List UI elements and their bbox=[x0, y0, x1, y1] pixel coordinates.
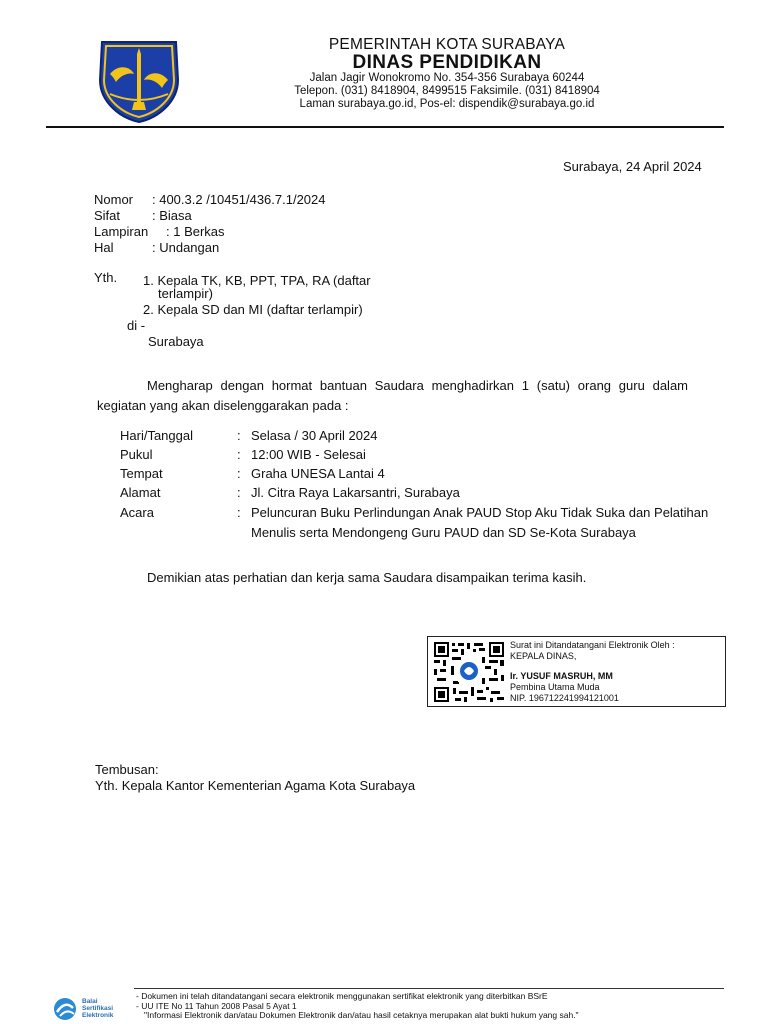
bsre-logo-line3: Elektronik bbox=[82, 1012, 114, 1019]
recipient-city: Surabaya bbox=[148, 334, 204, 349]
recipient-item-1-cont: terlampir) bbox=[158, 286, 213, 301]
hal-label: Hal bbox=[94, 240, 114, 255]
letterhead-department: DINAS PENDIDIKAN bbox=[352, 52, 542, 73]
signature-statement: Surat ini Ditandatangani Elektronik Oleh : bbox=[510, 640, 675, 650]
event-value-agenda-cont: Menulis serta Mendongeng Guru PAUD dan SD Se-Kota Surabaya bbox=[251, 525, 636, 540]
footer-note-3: "Informasi Elektronik dan/atau Dokumen Elektronik dan/atau hasil cetaknya merupakan alat bukti hukum yang sah." bbox=[144, 1010, 579, 1020]
body-paragraph-1: Mengharap dengan hormat bantuan Saudara menghadirkan 1 (satu) orang guru dalam bbox=[147, 378, 688, 393]
letterhead-phone: Telepon. (031) 8418904, 8499515 Faksimile. (031) 8418904 bbox=[294, 85, 600, 97]
footer-divider bbox=[134, 988, 724, 989]
letterhead-divider bbox=[46, 126, 724, 128]
sifat-label: Sifat bbox=[94, 208, 121, 223]
bsre-logo bbox=[52, 996, 132, 1022]
hal-value: : Undangan bbox=[152, 240, 220, 255]
cc-label: Tembusan: bbox=[95, 762, 159, 777]
letterhead-address: Jalan Jagir Wonokromo No. 354-356 Surabaya 60244 bbox=[309, 72, 585, 84]
signatory-rank: Pembina Utama Muda bbox=[510, 682, 600, 692]
letter-date: Surabaya, 24 April 2024 bbox=[563, 159, 702, 174]
recipient-item-1: 1. Kepala TK, KB, PPT, TPA, RA (daftar bbox=[143, 273, 371, 288]
event-label-place: Tempat bbox=[120, 466, 163, 481]
lampiran-value: : 1 Berkas bbox=[166, 224, 225, 239]
event-value-date: Selasa / 30 April 2024 bbox=[251, 428, 378, 443]
event-colon: : bbox=[237, 505, 241, 520]
event-value-agenda: Peluncuran Buku Perlindungan Anak PAUD Stop Aku Tidak Suka dan Pelatihan bbox=[251, 505, 709, 520]
bsre-logo-line1: Balai bbox=[82, 998, 98, 1005]
signatory-nip: NIP. 196712241994121001 bbox=[510, 693, 619, 703]
bsre-emblem-icon bbox=[52, 996, 80, 1022]
event-label-agenda: Acara bbox=[120, 505, 154, 520]
electronic-signature-box bbox=[427, 636, 726, 707]
qr-code bbox=[433, 641, 505, 703]
event-colon: : bbox=[237, 428, 241, 443]
recipient-item-2: 2. Kepala SD dan MI (daftar terlampir) bbox=[143, 302, 363, 317]
recipient-di: di - bbox=[127, 318, 146, 333]
event-colon: : bbox=[237, 485, 241, 500]
sifat-value: : Biasa bbox=[152, 208, 192, 223]
signature-position: KEPALA DINAS, bbox=[510, 651, 577, 661]
footer-note-1: - Dokumen ini telah ditandatangani secara elektronik menggunakan sertifikat elektronik yang diterbitkan BSrE bbox=[136, 991, 548, 1001]
letterhead-web: Laman surabaya.go.id, Pos-el: dispendik@surabaya.go.id bbox=[299, 98, 595, 110]
event-label-date: Hari/Tanggal bbox=[120, 428, 193, 443]
event-colon: : bbox=[237, 466, 241, 481]
bsre-logo-line2: Sertifikasi bbox=[82, 1005, 114, 1012]
footer-note-2: - UU ITE No 11 Tahun 2008 Pasal 5 Ayat 1 bbox=[136, 1001, 297, 1011]
closing-paragraph: Demikian atas perhatian dan kerja sama Saudara disampaikan terima kasih. bbox=[147, 570, 587, 585]
recipient-salutation: Yth. bbox=[94, 270, 118, 285]
event-value-place: Graha UNESA Lantai 4 bbox=[251, 466, 385, 481]
event-value-address: Jl. Citra Raya Lakarsantri, Surabaya bbox=[251, 485, 460, 500]
signatory-name: Ir. YUSUF MASRUH, MM bbox=[510, 671, 613, 681]
letterhead-government: PEMERINTAH KOTA SURABAYA bbox=[328, 36, 566, 53]
event-label-address: Alamat bbox=[120, 485, 161, 500]
event-value-time: 12:00 WIB - Selesai bbox=[251, 447, 366, 462]
lampiran-label: Lampiran bbox=[94, 224, 149, 239]
event-colon: : bbox=[237, 447, 241, 462]
cc-item: Yth. Kepala Kantor Kementerian Agama Kota Surabaya bbox=[95, 778, 416, 793]
body-paragraph-1-cont: kegiatan yang akan diselenggarakan pada : bbox=[97, 398, 349, 413]
qr-code-icon bbox=[433, 641, 505, 703]
event-label-time: Pukul bbox=[120, 447, 153, 462]
nomor-label: Nomor bbox=[94, 192, 134, 207]
nomor-value: : 400.3.2 /10451/436.7.1/2024 bbox=[152, 192, 326, 207]
